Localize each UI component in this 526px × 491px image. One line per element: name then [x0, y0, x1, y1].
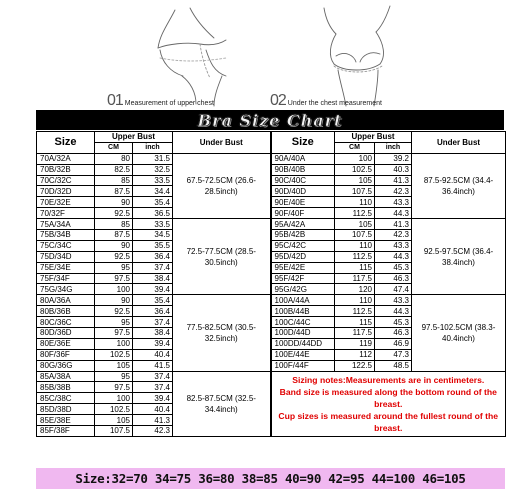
upper-bust-cm-cell: 107.5: [335, 186, 375, 197]
upper-bust-inch-cell: 45.3: [375, 317, 412, 328]
upper-bust-inch-cell: 44.3: [375, 251, 412, 262]
upper-bust-inch-cell: 43.3: [375, 197, 412, 208]
caption-text: Measurement of upper chest: [124, 100, 214, 107]
table-row: [37, 153, 506, 164]
size-cell: 75D/34D: [37, 251, 95, 262]
upper-bust-cm-cell: 97.5: [95, 328, 133, 339]
upper-bust-cm-cell: 82.5: [95, 164, 133, 175]
size-cell: 75C/34C: [37, 240, 95, 251]
sizing-notes: [271, 371, 506, 436]
upper-bust-cm-cell: 105: [335, 219, 375, 230]
header-inch: inch: [133, 142, 173, 153]
size-cell: 100C/44C: [271, 317, 335, 328]
size-cell: 70D/32D: [37, 186, 95, 197]
size-cell: 75B/34B: [37, 230, 95, 241]
size-cell: 100D/44D: [271, 328, 335, 339]
step-number: 01: [107, 92, 123, 109]
size-cell: 100A/44A: [271, 295, 335, 306]
upper-bust-inch-cell: 37.4: [133, 262, 173, 273]
upper-bust-inch-cell: 41.3: [133, 415, 173, 426]
size-cell: 90E/40E: [271, 197, 335, 208]
size-cell: 90D/40D: [271, 186, 335, 197]
upper-bust-cm-cell: 117.5: [335, 273, 375, 284]
upper-bust-cm-cell: 122.5: [335, 360, 375, 371]
upper-bust-cm-cell: 97.5: [95, 273, 133, 284]
upper-bust-inch-cell: 41.3: [375, 175, 412, 186]
chart-title: Bra Size Chart: [197, 110, 343, 130]
upper-bust-inch-cell: 44.3: [375, 306, 412, 317]
upper-bust-inch-cell: 38.4: [133, 328, 173, 339]
size-cell: 85C/38C: [37, 393, 95, 404]
size-cell: 80D/36D: [37, 328, 95, 339]
upper-bust-inch-cell: 46.3: [375, 273, 412, 284]
upper-bust-cm-cell: 120: [335, 284, 375, 295]
upper-bust-inch-cell: 37.4: [133, 317, 173, 328]
size-cell: 100B/44B: [271, 306, 335, 317]
upper-bust-inch-cell: 32.5: [133, 164, 173, 175]
upper-bust-inch-cell: 35.4: [133, 197, 173, 208]
upper-bust-inch-cell: 35.5: [133, 240, 173, 251]
upper-bust-inch-cell: 37.4: [133, 382, 173, 393]
upper-bust-cm-cell: 87.5: [95, 230, 133, 241]
upper-bust-cm-cell: 112.5: [335, 208, 375, 219]
upper-bust-inch-cell: 39.4: [133, 338, 173, 349]
header-cm: CM: [335, 142, 375, 153]
size-cell: 80F/36F: [37, 349, 95, 360]
bra-size-table: [36, 131, 506, 437]
chart-title-banner: [36, 110, 504, 130]
upper-bust-cm-cell: 95: [95, 371, 133, 382]
size-cell: 90F/40F: [271, 208, 335, 219]
size-cell: 80A/36A: [37, 295, 95, 306]
upper-bust-inch-cell: 42.3: [375, 230, 412, 241]
upper-bust-inch-cell: 45.3: [375, 262, 412, 273]
size-conversion-footer: Size:32=70 34=75 36=80 38=85 40=90 42=95 44=100 46=105: [36, 468, 505, 489]
header-size: Size: [271, 132, 335, 154]
header-under-bust: Under Bust: [412, 132, 506, 154]
upper-bust-cm-cell: 95: [95, 317, 133, 328]
upper-bust-inch-cell: 42.3: [133, 426, 173, 437]
size-cell: 70/32F: [37, 208, 95, 219]
size-cell: 85F/38F: [37, 426, 95, 437]
upper-bust-cm-cell: 110: [335, 240, 375, 251]
size-cell: 70B/32B: [37, 164, 95, 175]
upper-bust-inch-cell: 33.5: [133, 175, 173, 186]
size-cell: 95A/42A: [271, 219, 335, 230]
size-cell: 85E/38E: [37, 415, 95, 426]
upper-bust-inch-cell: 36.4: [133, 306, 173, 317]
upper-bust-inch-cell: 34.4: [133, 186, 173, 197]
size-cell: 70C/32C: [37, 175, 95, 186]
size-cell: 80E/36E: [37, 338, 95, 349]
upper-bust-cm-cell: 90: [95, 197, 133, 208]
caption-under-chest: [270, 92, 382, 110]
size-cell: 95B/42B: [271, 230, 335, 241]
upper-bust-cm-cell: 97.5: [95, 382, 133, 393]
measurement-illustrations: [0, 0, 526, 108]
upper-bust-inch-cell: 40.4: [133, 349, 173, 360]
upper-bust-inch-cell: 47.3: [375, 349, 412, 360]
upper-bust-inch-cell: 39.4: [133, 393, 173, 404]
upper-bust-inch-cell: 43.3: [375, 240, 412, 251]
size-cell: 85B/38B: [37, 382, 95, 393]
upper-bust-inch-cell: 43.3: [375, 295, 412, 306]
step-number: 02: [270, 92, 286, 109]
upper-bust-cm-cell: 105: [95, 360, 133, 371]
upper-bust-cm-cell: 112.5: [335, 306, 375, 317]
upper-bust-cm-cell: 92.5: [95, 208, 133, 219]
upper-bust-cm-cell: 119: [335, 338, 375, 349]
upper-bust-cm-cell: 117.5: [335, 328, 375, 339]
sizing-note-line: Cup sizes is measured around the fullest round of the breast.: [278, 410, 499, 433]
upper-bust-inch-cell: 42.3: [375, 186, 412, 197]
upper-bust-inch-cell: 35.4: [133, 295, 173, 306]
upper-bust-cm-cell: 90: [95, 240, 133, 251]
header-cm: CM: [95, 142, 133, 153]
upper-bust-cm-cell: 107.5: [95, 426, 133, 437]
upper-bust-inch-cell: 40.4: [133, 404, 173, 415]
upper-bust-inch-cell: 48.5: [375, 360, 412, 371]
sizing-note-line: Sizing notes:Measurements are in centimeters.: [292, 374, 485, 385]
upper-bust-cm-cell: 95: [95, 262, 133, 273]
upper-bust-cm-cell: 100: [95, 284, 133, 295]
size-cell: 95G/42G: [271, 284, 335, 295]
size-cell: 70E/32E: [37, 197, 95, 208]
upper-bust-cm-cell: 100: [95, 393, 133, 404]
table-row: [37, 295, 506, 306]
size-cell: 90B/40B: [271, 164, 335, 175]
upper-bust-cm-cell: 102.5: [335, 164, 375, 175]
table-row: [37, 371, 506, 382]
size-cell: 100E/44E: [271, 349, 335, 360]
upper-bust-inch-cell: 41.5: [133, 360, 173, 371]
upper-bust-inch-cell: 31.5: [133, 153, 173, 164]
upper-bust-cm-cell: 110: [335, 197, 375, 208]
size-cell: 95C/42C: [271, 240, 335, 251]
size-cell: 95F/42F: [271, 273, 335, 284]
upper-bust-cm-cell: 85: [95, 175, 133, 186]
under-bust-range-cell: 97.5-102.5CM (38.3-40.4inch): [412, 295, 506, 371]
upper-bust-cm-cell: 90: [95, 295, 133, 306]
under-bust-range-cell: 87.5-92.5CM (34.4-36.4inch): [412, 153, 506, 218]
size-cell: 90A/40A: [271, 153, 335, 164]
upper-bust-cm-cell: 115: [335, 317, 375, 328]
table-row: [37, 219, 506, 230]
upper-bust-cm-cell: 92.5: [95, 251, 133, 262]
upper-bust-cm-cell: 102.5: [95, 404, 133, 415]
caption-text: Under the chest measurement: [287, 100, 382, 107]
header-upper-bust: Upper Bust: [95, 132, 173, 143]
under-chest-figure-icon: [324, 6, 390, 106]
upper-bust-inch-cell: 47.4: [375, 284, 412, 295]
under-bust-range-cell: 82.5-87.5CM (32.5-34.4inch): [173, 371, 271, 436]
header-under-bust: Under Bust: [173, 132, 271, 154]
caption-upper-chest: [107, 92, 214, 110]
size-cell: 75E/34E: [37, 262, 95, 273]
upper-bust-cm-cell: 105: [335, 175, 375, 186]
upper-bust-inch-cell: 39.2: [375, 153, 412, 164]
size-cell: 75G/34G: [37, 284, 95, 295]
upper-bust-inch-cell: 40.3: [375, 164, 412, 175]
upper-bust-cm-cell: 115: [335, 262, 375, 273]
header-upper-bust: Upper Bust: [335, 132, 412, 143]
upper-bust-cm-cell: 112.5: [335, 251, 375, 262]
under-bust-range-cell: 72.5-77.5CM (28.5-30.5inch): [173, 219, 271, 295]
upper-bust-inch-cell: 38.4: [133, 273, 173, 284]
upper-bust-cm-cell: 107.5: [335, 230, 375, 241]
upper-bust-cm-cell: 92.5: [95, 306, 133, 317]
size-cell: 85D/38D: [37, 404, 95, 415]
size-cell: 85A/38A: [37, 371, 95, 382]
upper-bust-inch-cell: 34.5: [133, 230, 173, 241]
size-cell: 75F/34F: [37, 273, 95, 284]
size-cell: 95D/42D: [271, 251, 335, 262]
under-bust-range-cell: 67.5-72.5CM (26.6-28.5inch): [173, 153, 271, 218]
upper-bust-cm-cell: 85: [95, 219, 133, 230]
upper-bust-inch-cell: 39.4: [133, 284, 173, 295]
under-bust-range-cell: 92.5-97.5CM (36.4-38.4inch): [412, 219, 506, 295]
size-cell: 80G/36G: [37, 360, 95, 371]
upper-bust-cm-cell: 87.5: [95, 186, 133, 197]
sizing-note-line: Band size is measured along the bottom round of the breast.: [279, 386, 497, 409]
upper-bust-inch-cell: 37.4: [133, 371, 173, 382]
upper-bust-cm-cell: 102.5: [95, 349, 133, 360]
upper-bust-inch-cell: 36.5: [133, 208, 173, 219]
size-cell: 95E/42E: [271, 262, 335, 273]
upper-bust-cm-cell: 112: [335, 349, 375, 360]
size-cell: 70A/32A: [37, 153, 95, 164]
size-cell: 80B/36B: [37, 306, 95, 317]
upper-bust-inch-cell: 33.5: [133, 219, 173, 230]
upper-bust-cm-cell: 100: [95, 338, 133, 349]
header-size: Size: [37, 132, 95, 154]
under-bust-range-cell: 77.5-82.5CM (30.5-32.5inch): [173, 295, 271, 371]
size-cell: 100DD/44DD: [271, 338, 335, 349]
upper-bust-cm-cell: 100: [335, 153, 375, 164]
size-cell: 100F/44F: [271, 360, 335, 371]
upper-bust-inch-cell: 41.3: [375, 219, 412, 230]
upper-bust-inch-cell: 46.3: [375, 328, 412, 339]
upper-bust-cm-cell: 80: [95, 153, 133, 164]
header-inch: inch: [375, 142, 412, 153]
upper-bust-inch-cell: 36.4: [133, 251, 173, 262]
size-cell: 80C/36C: [37, 317, 95, 328]
size-cell: 75A/34A: [37, 219, 95, 230]
upper-bust-cm-cell: 110: [335, 295, 375, 306]
upper-bust-inch-cell: 44.3: [375, 208, 412, 219]
size-cell: 90C/40C: [271, 175, 335, 186]
upper-bust-inch-cell: 46.9: [375, 338, 412, 349]
upper-bust-cm-cell: 105: [95, 415, 133, 426]
